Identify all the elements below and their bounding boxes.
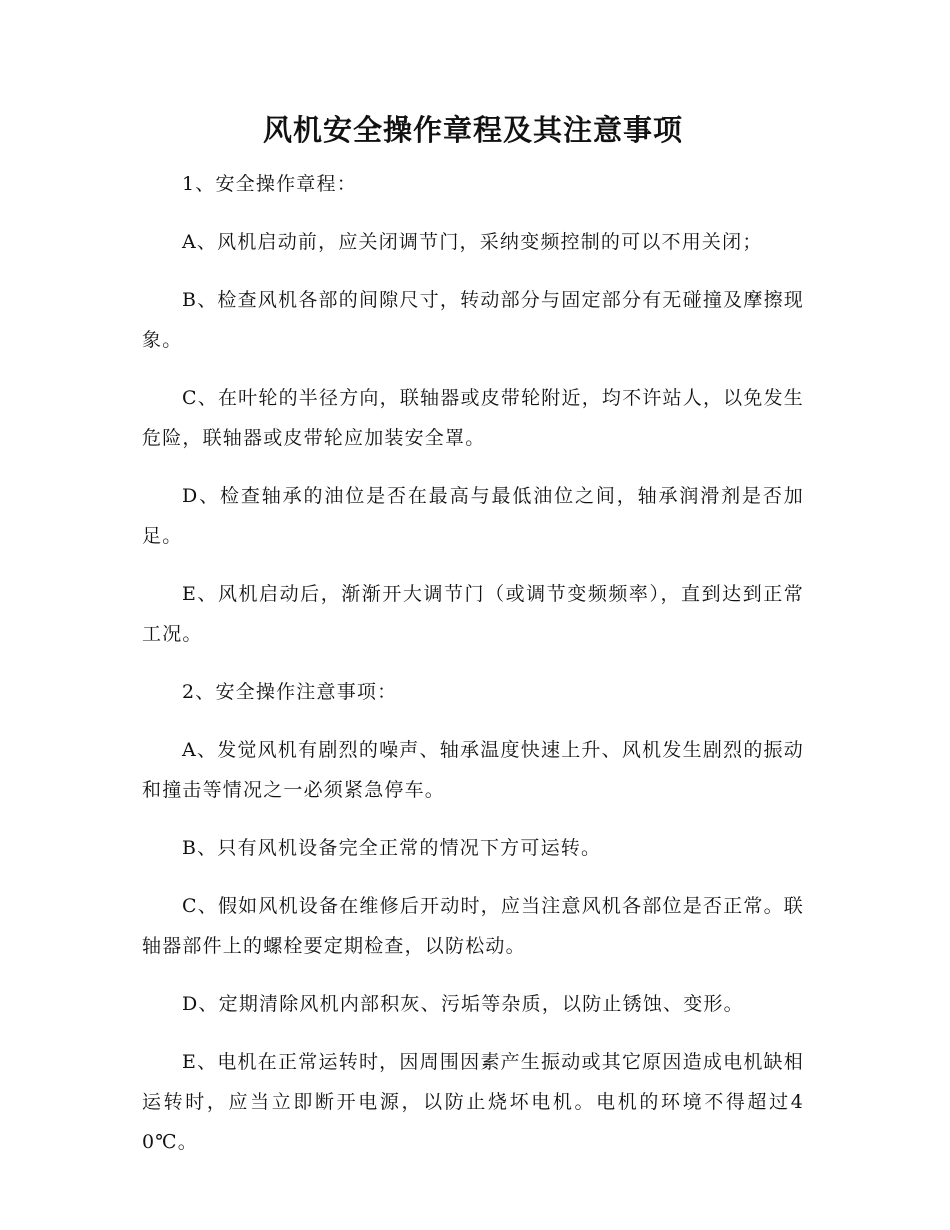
precaution-item-e: E、电机在正常运转时，因周围因素产生振动或其它原因造成电机缺相运转时，应当立即断开电源，以防止烧坏电机。电机的环境不得超过40℃。 xyxy=(142,1051,804,1153)
rule-item-e: E、风机启动后，渐渐开大调节门（或调节变频频率），直到达到正常工况。 xyxy=(142,583,804,645)
precaution-item-c: C、假如风机设备在维修后开动时，应当注意风机各部位是否正常。联轴器部件上的螺栓要定期检查，以防松动。 xyxy=(142,895,804,957)
rule-item-d: D、检查轴承的油位是否在最高与最低油位之间，轴承润滑剂是否加足。 xyxy=(142,485,804,547)
rule-item-c: C、在叶轮的半径方向，联轴器或皮带轮附近，均不许站人，以免发生危险，联轴器或皮带轮应加装安全罩。 xyxy=(142,387,804,449)
rule-item-b: B、检查风机各部的间隙尺寸，转动部分与固定部分有无碰撞及摩擦现象。 xyxy=(142,289,804,351)
document-title: 风机安全操作章程及其注意事项 xyxy=(262,113,683,147)
rule-item-a: A、风机启动前，应关闭调节门，采纳变频控制的可以不用关闭； xyxy=(182,231,763,253)
precaution-item-a: A、发觉风机有剧烈的噪声、轴承温度快速上升、风机发生剧烈的振动和撞击等情况之一必须紧急停车。 xyxy=(142,739,804,801)
precaution-item-d: D、定期清除风机内部积灰、污垢等杂质，以防止锈蚀、变形。 xyxy=(182,993,744,1015)
section-heading-precautions: 2、安全操作注意事项： xyxy=(182,681,398,703)
precaution-item-b: B、只有风机设备完全正常的情况下方可运转。 xyxy=(182,837,602,859)
section-heading-safety-rules: 1、安全操作章程： xyxy=(182,173,357,195)
document-body xyxy=(142,164,804,1180)
